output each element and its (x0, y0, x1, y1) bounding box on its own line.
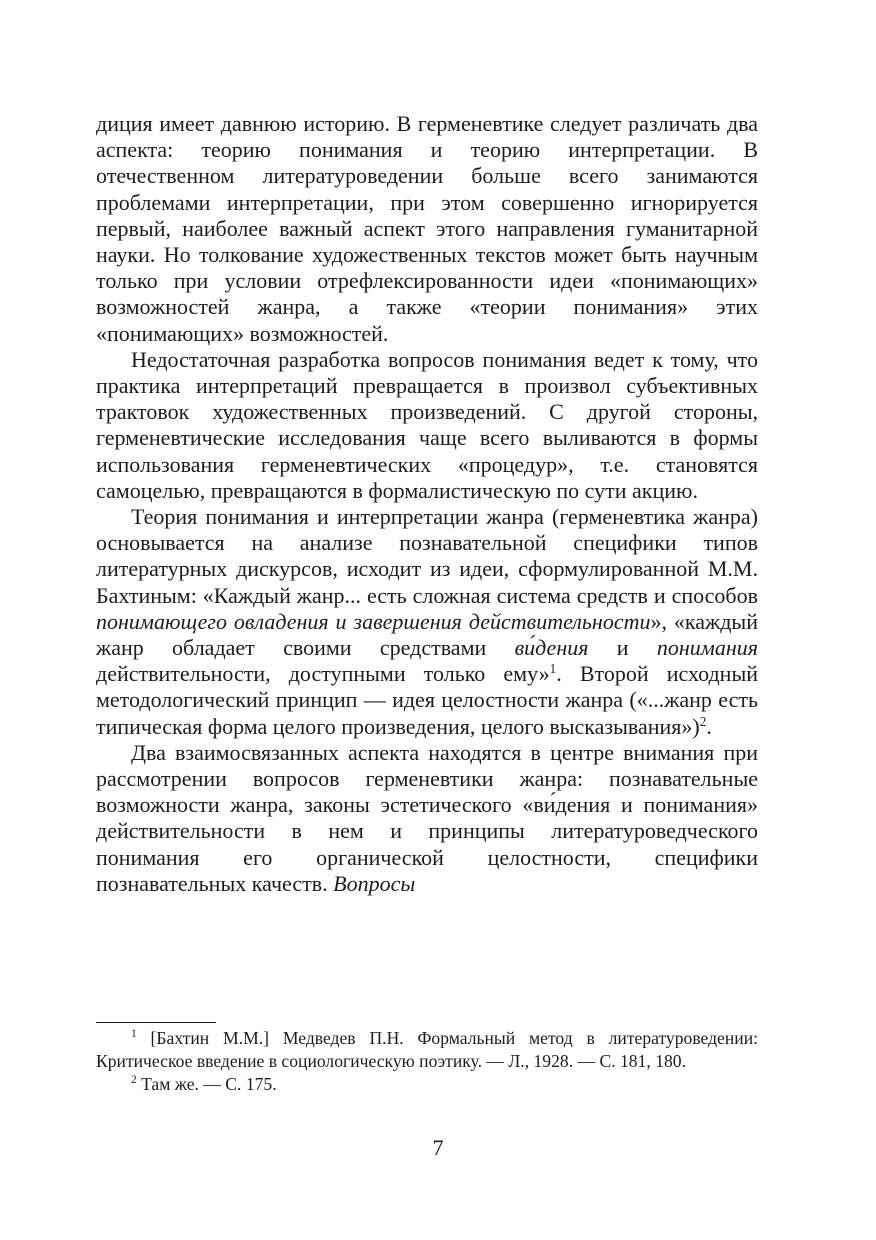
footnote-text: Там же. — С. 175. (136, 1074, 277, 1094)
footnote-mark: 2 (131, 1074, 137, 1087)
page-body (96, 111, 758, 897)
emphasis-text: Вопросы (333, 870, 416, 896)
text-run: », «каждый жанр обладает своими средствами (96, 608, 758, 661)
text-run: диция имеет давнюю историю. В герменевтике следует различать два аспекта: теорию понимания и теорию интерпретации. В отечественном литературоведении больше всего занимаются проблемами интерпретации, при этом совершенно игнорируется первый, наиболее важный аспект этого направления гуманитарной науки. Но толкование художественных текстов может быть научным только при условии отрефлексированности идеи «понимающих» возможностей жанра, а также «теории понимания» этих «понимающих» возможностей. (96, 111, 758, 346)
text-run: Недостаточная разработка вопросов понимания ведет к тому, что практика интерпретаций превращается в произвол субъективных трактовок художественных произведений. С другой стороны, герменевтические исследования чаще всего выливаются в формы использования герменевтических «процедур», т.е. становятся самоцелью, превращаются в формалистическую по сути акцию. (96, 346, 758, 503)
text-run: . Второй исходный методологический принцип — идея целостности жанра («...жанр есть типическая форма целого произведения, целого высказывания») (96, 661, 758, 739)
footnote-text: [Бахтин М.М.] Медведев П.Н. Формальный метод в литературоведении: Критическое введение в социологическую поэтику. — Л., 1928. — С. 181, 180. (96, 1028, 758, 1071)
emphasis-text: ви́дения (514, 635, 589, 661)
footnote-mark: 1 (131, 1028, 137, 1041)
footnote (96, 1073, 758, 1096)
emphasis-text: понимающего овладения и завершения действительности (96, 608, 651, 634)
emphasis-text: понимания (656, 635, 758, 661)
paragraph (96, 111, 758, 347)
footnote-reference: 2 (699, 713, 707, 729)
footnote-separator (96, 1022, 216, 1023)
paragraph (96, 740, 758, 897)
page-number: 7 (432, 1135, 444, 1160)
main-text (96, 111, 758, 897)
footnote-reference: 1 (549, 661, 557, 677)
text-run: и (588, 635, 657, 661)
paragraph (96, 347, 758, 504)
footnote (96, 1027, 758, 1073)
paragraph (96, 504, 758, 740)
text-run: Два взаимосвязанных аспекта находятся в центре внимания при рассмотрении вопросов герменевтики жанра: познавательные возможности жанра, законы эстетического «ви́дения и понимания» действительности в нем и принципы литературоведческого понимания его органической целостности, специфики познавательных качеств. (96, 739, 758, 896)
text-run: Теория понимания и интерпретации жанра (герменевтика жанра) основывается на анализе познавательной специфики типов литературных дискурсов, исходит из идеи, сформулированной М.М. Бахтиным: «Каждый жанр... есть сложная система средств и способов (96, 504, 758, 608)
text-run: действительности, доступными только ему» (96, 661, 550, 687)
text-run: . (706, 713, 712, 739)
footnotes (96, 1027, 758, 1096)
